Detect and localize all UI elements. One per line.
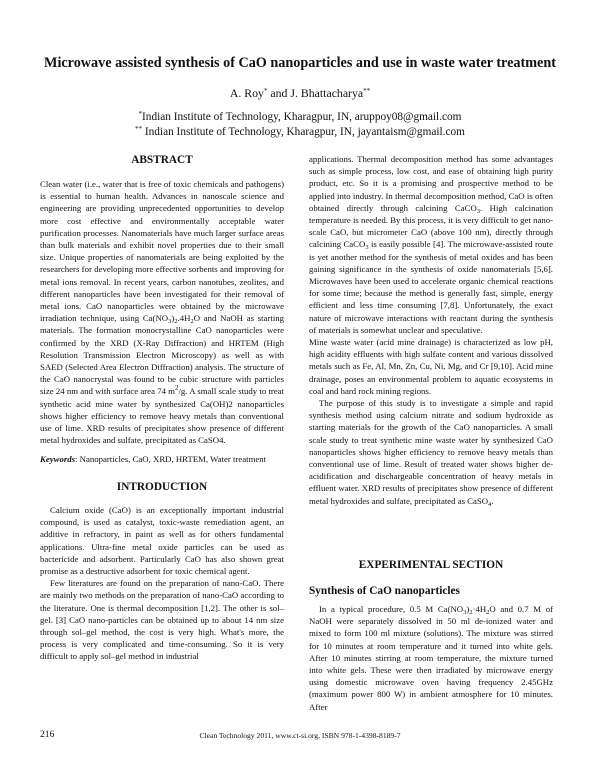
author-mark: ** — [363, 87, 371, 95]
introduction-heading: INTRODUCTION — [116, 481, 208, 493]
affiliation — [0, 125, 600, 140]
introduction-paragraph: Few literatures are found on the preparation of nano-CaO. There are mainly two methods on the preparation of nano-CaO according to the literature. One is thermal decomposition [1,2]. The other is sol–gel. [3] CaO nano-particles can be obtained up to about 14 nm size through sol–gel method, the cost is very high. What's more, the process is very complicated and time-consuming. So it is very difficult to apply sol–gel method in industrial — [40, 578, 284, 662]
abstract-heading: ABSTRACT — [131, 154, 193, 166]
right-column-body — [309, 153, 553, 507]
author-name: J. Bhattacharya — [290, 86, 364, 100]
affiliation-text: Indian Institute of Technology, Kharagpur, IN, jayantaism@gmail.com — [142, 126, 465, 138]
experimental-body — [309, 603, 553, 713]
paper-title: Microwave assisted synthesis of CaO nanoparticles and use in waste water treatment — [44, 55, 556, 71]
author-mark: * — [263, 87, 268, 95]
introduction-paragraph: Calcium oxide (CaO) is an exceptionally important industrial compound, is used as catalyst, toxic-waste remediation agent, an additive in refractory, in paint as well as for others fundamental applications. Ultra-fine metal oxide particles can be used as bactericide and adsorbent. Particularly CaO has also shown great promise as a destructive adsorbent for toxic chemical agent. — [40, 505, 284, 577]
affiliation — [0, 110, 600, 125]
introduction-body — [40, 504, 284, 663]
keywords-text: : Nanoparticles, CaO, XRD, HRTEM, Water treatment — [75, 454, 267, 464]
experimental-heading: EXPERIMENTAL SECTION — [358, 559, 504, 571]
author-name: A. Roy — [229, 86, 264, 100]
keywords — [40, 453, 284, 465]
body-paragraph: The purpose of this study is to investigate a simple and rapid synthesis method using calcium nitrate and sodium hydroxide as starting materials for the growth of the CaO nanoparticles. A small scale study to treat synthetic mine waste water by synthesized CaO nanoparticles shows higher efficiency to remove heavy metals than conventional use of lime. Result of treated water shows higher de-acidification and dischargeable concentration of heavy metals in effluent water. XRD results of precipitates show presence of different metal hydroxides and sulfate, precipitated as CaSO$_4$. — [309, 398, 553, 508]
affiliation-text: Indian Institute of Technology, Kharagpur, IN, arupроy08@gmail.com — [142, 111, 462, 123]
page-number: 216 — [40, 729, 55, 740]
body-paragraph: In a typical procedure, 0.5 M $Ca(NO_3)_2\cdot 4H_2O$ and 0.7 M of NaOH were separately dissolved in 50 ml de-ionized water and mixed to form 100 ml mixture (solutions). The mixture was stirred for 10 minutes at room temperature and it turned into white gels. After 10 minutes stirring at room temperature, the mixture turned into white gels. These were then irradiated by microwave energy using domestic microwave oven having frequency 2.45GHz (maximum power 800 W) in ambient atmosphere for 10 minutes. After — [309, 604, 553, 712]
body-paragraph: Mine waste water (acid mine drainage) is characterized as low pH, high acidity effluents with high sulfate content and various dissolved metals such as Fe, Al, Mn, Zn, Cu, Ni, Mg, and Cr [9,10]. Acid mine drainage, poses an environmental problem to aquatic ecosystems in coal and hard rock mining regions. — [309, 337, 553, 396]
affiliation-mark: * — [138, 110, 143, 118]
abstract-paragraph: Clean water (i.e., water that is free of toxic chemicals and pathogens) is essential to human health. Advances in nanoscale science and engineering are providing unprecedented opportunities to develop more cost effective and environmentally acceptable water purification processes. Nanomaterials have much larger surface areas than bulk materials and exhibit novel properties due to their small size. Unique properties of nanomaterials are being exploited by the researchers for developing more effective sorbents and improving for metal ions removal. In recent years, carbon nanotubes, zeolites, and different nanoparticles have been investigated for their removal of metal ions. CaO nanoparticles were obtained by the microwave irradiation technique, using $Ca(NO_3)_2.4H_2O$ and NaOH as starting materials. The formation monocrystalline CaO nanoparticles were confirmed by the XRD (X-Ray Diffraction) and HRTEM (High Resolution Transmission Electron Microscopy) as well as with SAED (Selected Area Electron Diffraction) analysis. The structure of the CaO nanocrystal was found to be cubic structure with particles size 24 nm and with surface area 74 $m^2/g$. A small scale study to treat synthetic acid mine water by synthesized Ca(OH)2 nanoparticles shows higher efficiency to remove heavy metals than conventional use of lime. XRD results of precipitates show presence of different metal hydroxides and sulfate, precipitated as CaSO4. — [40, 179, 284, 446]
author-line — [0, 85, 600, 101]
abstract-body — [40, 178, 284, 446]
keywords-label: Keywords — [40, 454, 75, 464]
affiliation-mark: ** — [135, 125, 143, 133]
body-paragraph: applications. Thermal decomposition method has some advantages such as simple process, low cost, and ease of obtaining high purity product, etc. So it is a promising and prospective method to be applied into industry. In thermal decomposition method, CaO is often obtained directly through calcining CaCO$_3$. High calcination temperature is needed. By this process, it is very difficult to get nano-scale CaO, but micrometer CaO (above 100 nm), directly through calcining CaCO$_3$ is easily possible [4]. The microwave-assisted route is yet another method for the synthesis of metal oxides and has been gaining significance in the synthesis of oxide nanomaterials [5,6]. Microwaves have been used to accelerate organic chemical reactions for some time; because the method is generally fast, simple, energy efficient and less time consuming [7,8]. Unfortunately, the exact nature of microwave interactions with reactant during the synthesis of materials is somewhat unclear and speculative. — [309, 154, 553, 335]
footer-text: Clean Technology 2011, www.ct-si.org, ISBN 978-1-4398-8189-7 — [199, 731, 401, 740]
synthesis-subheading: Synthesis of CaO nanoparticles — [309, 585, 460, 597]
author-joiner: and — [267, 86, 291, 100]
